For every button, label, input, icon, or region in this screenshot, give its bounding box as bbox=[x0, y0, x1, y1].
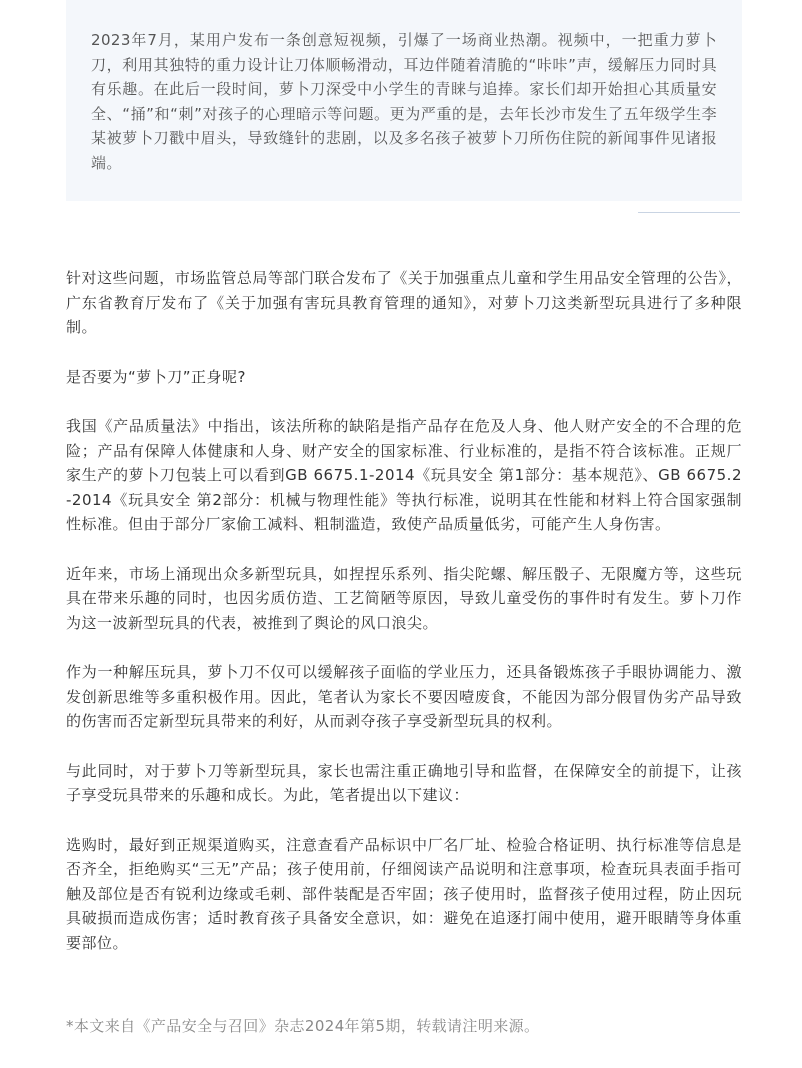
paragraph-question: 是否要为“萝卜刀”正身呢? bbox=[66, 367, 247, 386]
paragraph-new-toys: 近年来，市场上涌现出众多新型玩具，如捏捏乐系列、指尖陀螺、解压骰子、无限魔方等，这些玩具在带来乐趣的同时，也因劣质仿造、工艺简陋等原因，导致儿童受伤的事件时有发生。萝卜刀作为这一波新型玩具的代表，被推到了舆论的风口浪尖。 bbox=[66, 564, 742, 632]
paragraph-regulation: 针对这些问题，市场监管总局等部门联合发布了《关于加强重点儿童和学生用品安全管理的公告》，广东省教育厅发布了《关于加强有害玩具教育管理的通知》，对萝卜刀这类新型玩具进行了多种限制。 bbox=[66, 269, 742, 336]
quote-divider bbox=[638, 212, 740, 213]
source-note: *本文来自《产品安全与召回》杂志2024年第5期，转载请注明来源。 bbox=[66, 1017, 540, 1035]
paragraph-guidance: 与此同时，对于萝卜刀等新型玩具，家长也需注重正确地引导和监督，在保障安全的前提下，让孩子享受玩具带来的乐趣和成长。为此，笔者提出以下建议： bbox=[66, 761, 742, 804]
article-body bbox=[66, 266, 742, 980]
paragraph-suggestions: 选购时，最好到正规渠道购买，注意查看产品标识中厂名厂址、检验合格证明、执行标准等信息是否齐全，拒绝购买“三无”产品；孩子使用前，仔细阅读产品说明和注意事项，检查玩具表面手指可触及部位是否有锐利边缘或毛刺、部件装配是否牢固；孩子使用时，监督孩子使用过程，防止因玩具破损而造成伤害；适时教育孩子具备安全意识，如：避免在追逐打闹中使用，避开眼睛等身体重要部位。 bbox=[66, 835, 742, 952]
lead-quote-box bbox=[66, 0, 742, 201]
paragraph-benefits: 作为一种解压玩具，萝卜刀不仅可以缓解孩子面临的学业压力，还具备锻炼孩子手眼协调能力、激发创新思维等多重积极作用。因此，笔者认为家长不要因噎废食，不能因为部分假冒伪劣产品导致的伤害而否定新型玩具带来的利好，从而剥夺孩子享受新型玩具的权利。 bbox=[66, 663, 742, 730]
paragraph-quality-law: 我国《产品质量法》中指出，该法所称的缺陷是指产品存在危及人身、他人财产安全的不合理的危险；产品有保障人体健康和人身、财产安全的国家标准、行业标准的，是指不符合该标准。正规厂家生产的萝卜刀包装上可以看到GB 6675.1-2014《玩具安全 第1部分：基本规范》、GB 6675.2 -2014《玩具安全 第2部分：机械与物理性能》等执行标准，说明其在性能和材料上符合国家强制性标准。但由于部分厂家偷工减料、粗制滥造，致使产品质量低劣，可能产生人身伤害。 bbox=[66, 417, 742, 533]
lead-quote-text: 2023年7月，某用户发布一条创意短视频，引爆了一场商业热潮。视频中，一把重力萝卜刀，利用其独特的重力设计让刀体顺畅滑动，耳边伴随着清脆的“咔咔”声，缓解压力同时具有乐趣。在此后一段时间，萝卜刀深受中小学生的青睐与追捧。家长们却开始担心其质量安全、“捅”和“刺”对孩子的心理暗示等问题。更为严重的是，去年长沙市发生了五年级学生李某被萝卜刀戳中眉头，导致缝针的悲剧，以及多名孩子被萝卜刀所伤住院的新闻事件见诸报端。 bbox=[91, 31, 717, 172]
